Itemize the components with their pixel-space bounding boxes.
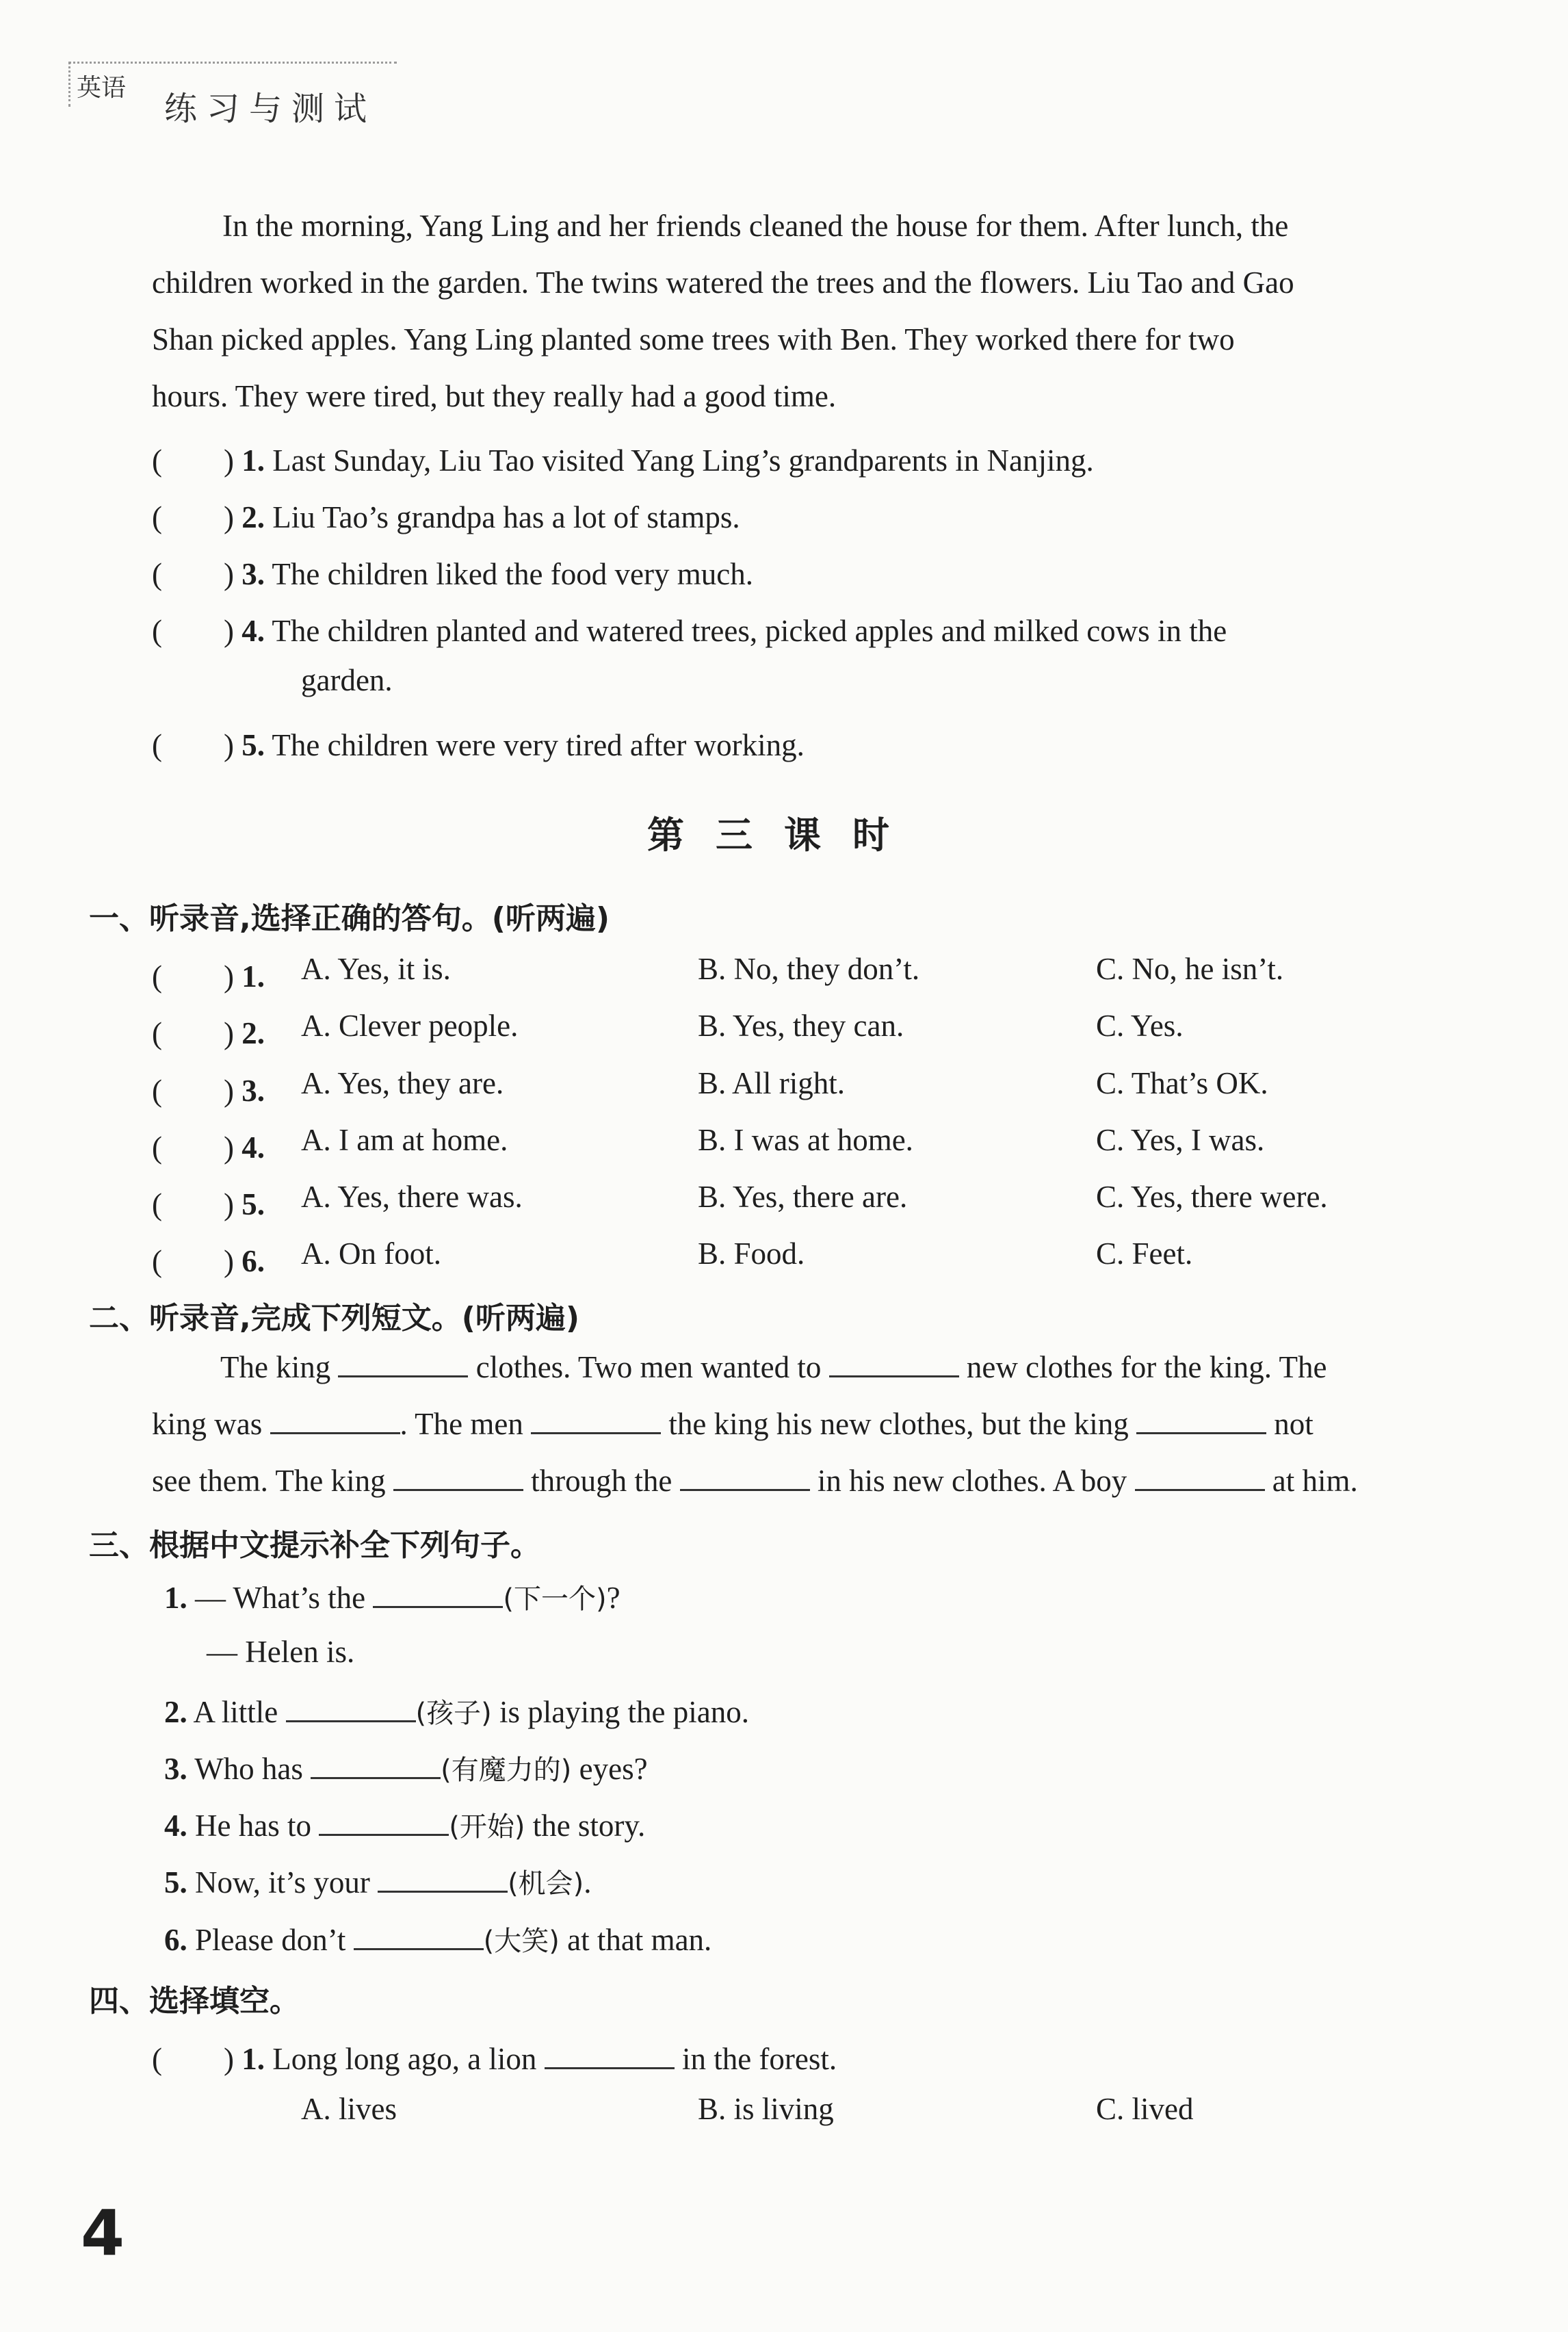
answer-paren[interactable]: ( )	[152, 959, 234, 994]
answer-paren[interactable]: ( )	[152, 1130, 234, 1165]
item-number: 5.	[164, 1865, 187, 1900]
option-b: B. Food.	[698, 1236, 805, 1271]
cloze-text: not	[1274, 1407, 1314, 1441]
option-b: B. All right.	[698, 1066, 846, 1100]
cloze-text: the king his new clothes, but the king	[668, 1407, 1129, 1441]
fill-blank[interactable]	[311, 1757, 441, 1779]
answer-paren[interactable]: ( )	[152, 557, 234, 591]
option-b: B. I was at home.	[698, 1123, 913, 1157]
chinese-hint: (机会)	[508, 1868, 584, 1900]
fill-text: Now, it’s your	[195, 1865, 370, 1900]
item-number: 3.	[241, 557, 265, 591]
fill-text: eyes?	[579, 1752, 648, 1786]
passage-line-4: hours. They were tired, but they really had a good time.	[152, 379, 837, 413]
option-a: A. I am at home.	[301, 1123, 508, 1157]
answer-paren[interactable]: ( )	[152, 1187, 234, 1221]
option-c: C. Yes.	[1096, 1009, 1184, 1043]
header-dotted-rule-vertical	[68, 62, 70, 107]
tf-item	[152, 606, 1227, 650]
fill-text: Who has	[194, 1752, 303, 1786]
cloze-text: new clothes for the king. The	[966, 1350, 1327, 1384]
fill-item	[164, 1748, 648, 1787]
fill-item-answer: — Helen is.	[207, 1635, 355, 1669]
option-c: C. lived	[1096, 2092, 1194, 2126]
cloze-blank[interactable]	[829, 1355, 959, 1377]
section-heading-2: 二、听录音,完成下列短文。(听两遍)	[89, 1301, 579, 1336]
fill-text: — What’s the	[195, 1581, 366, 1615]
fill-item	[164, 1862, 592, 1901]
option-a: A. Yes, there was.	[301, 1180, 523, 1214]
item-text: The children liked the food very much.	[272, 557, 753, 591]
item-text: Last Sunday, Liu Tao visited Yang Ling’s grandparents in Nanjing.	[272, 443, 1094, 478]
fill-item	[164, 1919, 711, 1958]
cloze-blank[interactable]	[1135, 1468, 1265, 1491]
section-heading-1: 一、听录音,选择正确的答句。(听两遍)	[89, 901, 610, 936]
chinese-hint: (开始)	[449, 1811, 525, 1843]
option-b: B. No, they don’t.	[698, 952, 920, 986]
fill-blank[interactable]	[378, 1870, 508, 1893]
cloze-text: king was	[152, 1407, 263, 1441]
cloze-blank[interactable]	[680, 1468, 810, 1491]
option-b: B. Yes, they can.	[698, 1009, 904, 1043]
choice-item	[152, 2034, 837, 2078]
item-number: 5.	[241, 728, 265, 762]
fill-item	[164, 1805, 645, 1844]
cloze-blank[interactable]	[270, 1412, 400, 1434]
fill-item	[164, 1692, 749, 1731]
answer-paren[interactable]: ( )	[152, 614, 234, 648]
item-text: Liu Tao’s grandpa has a lot of stamps.	[272, 500, 740, 534]
fill-text: ?	[606, 1581, 620, 1615]
cloze-text: The king	[220, 1350, 331, 1384]
cloze-line-2	[152, 1406, 1314, 1442]
item-text: The children planted and watered trees, picked apples and milked cows in the	[272, 614, 1227, 648]
item-number: 4.	[241, 614, 265, 648]
fill-blank[interactable]	[354, 1928, 484, 1950]
item-number: 4.	[241, 1130, 265, 1165]
fill-blank[interactable]	[319, 1813, 449, 1836]
fill-item	[164, 1577, 620, 1616]
cloze-line-1	[220, 1349, 1327, 1385]
item-number: 1.	[241, 443, 265, 478]
tf-item	[152, 720, 805, 764]
choice-blank[interactable]	[545, 2047, 675, 2069]
item-number: 1.	[241, 959, 265, 994]
item-number: 6.	[164, 1923, 187, 1957]
section-heading-3: 三、根据中文提示补全下列句子。	[89, 1528, 540, 1563]
chinese-hint: (孩子)	[415, 1698, 492, 1729]
chinese-hint: (下一个)	[503, 1583, 607, 1615]
option-c: C. Feet.	[1096, 1236, 1193, 1271]
fill-blank[interactable]	[373, 1585, 503, 1608]
option-a: A. On foot.	[301, 1236, 441, 1271]
cloze-blank[interactable]	[531, 1412, 661, 1434]
option-c: C. Yes, there were.	[1096, 1180, 1328, 1214]
item-number: 1.	[241, 2042, 265, 2076]
page-number: 4	[81, 2197, 125, 2270]
page-header	[68, 62, 397, 130]
option-b: B. Yes, there are.	[698, 1180, 908, 1214]
tf-item	[152, 549, 753, 593]
answer-paren[interactable]: ( )	[152, 500, 234, 534]
lesson-title: 第三课时	[647, 814, 921, 857]
fill-blank[interactable]	[286, 1700, 416, 1722]
fill-text: He has to	[195, 1809, 311, 1843]
option-a: A. Clever people.	[301, 1009, 519, 1043]
cloze-blank[interactable]	[393, 1468, 523, 1491]
item-number: 6.	[241, 1244, 265, 1278]
section-heading-4: 四、选择填空。	[89, 1984, 300, 2019]
option-c: C. Yes, I was.	[1096, 1123, 1265, 1157]
item-number: 3.	[241, 1074, 265, 1108]
cloze-blank[interactable]	[1136, 1412, 1266, 1434]
fill-text: the story.	[532, 1809, 646, 1843]
answer-paren[interactable]: ( )	[152, 2042, 234, 2076]
answer-paren[interactable]: ( )	[152, 1016, 234, 1050]
header-dotted-rule	[68, 62, 397, 64]
option-c: C. No, he isn’t.	[1096, 952, 1284, 986]
passage-line-3: Shan picked apples. Yang Ling planted some trees with Ben. They worked there for two	[152, 322, 1235, 357]
item-number: 2.	[241, 1016, 265, 1050]
cloze-text: in his new clothes. A boy	[817, 1464, 1127, 1498]
item-number: 3.	[164, 1752, 187, 1786]
item-text: The children were very tired after working.	[272, 728, 805, 762]
cloze-text: through the	[531, 1464, 672, 1498]
item-number: 4.	[164, 1809, 187, 1843]
answer-paren[interactable]: ( )	[152, 1074, 234, 1108]
fill-text: A little	[193, 1695, 278, 1729]
option-b: B. is living	[698, 2092, 834, 2126]
passage-line-1: In the morning, Yang Ling and her friends cleaned the house for them. After lunch, the	[222, 209, 1289, 243]
item-number: 2.	[164, 1695, 187, 1729]
item-number: 5.	[241, 1187, 265, 1221]
option-a: A. lives	[301, 2092, 397, 2126]
option-a: A. Yes, they are.	[301, 1066, 504, 1100]
cloze-text: at him.	[1272, 1464, 1358, 1498]
passage-line-2: children worked in the garden. The twins watered the trees and the flowers. Liu Tao and Gao	[152, 265, 1294, 300]
tf-item	[152, 435, 1094, 480]
option-c: C. That’s OK.	[1096, 1066, 1268, 1100]
cloze-text: clothes. Two men wanted to	[475, 1350, 822, 1384]
chinese-hint: (有魔力的)	[441, 1754, 572, 1786]
answer-paren[interactable]: ( )	[152, 1244, 234, 1278]
option-a: A. Yes, it is.	[301, 952, 451, 986]
chinese-hint: (大笑)	[483, 1926, 560, 1957]
answer-paren[interactable]: ( )	[152, 728, 234, 762]
tf-item-continuation: garden.	[301, 663, 393, 697]
choice-text: in the forest.	[681, 2042, 837, 2076]
cloze-text: . The men	[400, 1407, 523, 1441]
fill-text: is playing the piano.	[499, 1695, 749, 1729]
fill-text: Please don’t	[195, 1923, 346, 1957]
cloze-line-3	[152, 1463, 1358, 1499]
fill-text: at that man.	[567, 1923, 712, 1957]
cloze-blank[interactable]	[338, 1355, 468, 1377]
header-subject: 英语	[77, 74, 127, 102]
item-number: 2.	[241, 500, 265, 534]
answer-paren[interactable]: ( )	[152, 443, 234, 478]
header-title: 练习与测试	[164, 90, 377, 128]
choice-text: Long long ago, a lion	[272, 2042, 537, 2076]
tf-item	[152, 492, 740, 536]
cloze-text: see them. The king	[152, 1464, 386, 1498]
item-number: 1.	[164, 1581, 187, 1615]
fill-text: .	[584, 1865, 592, 1900]
